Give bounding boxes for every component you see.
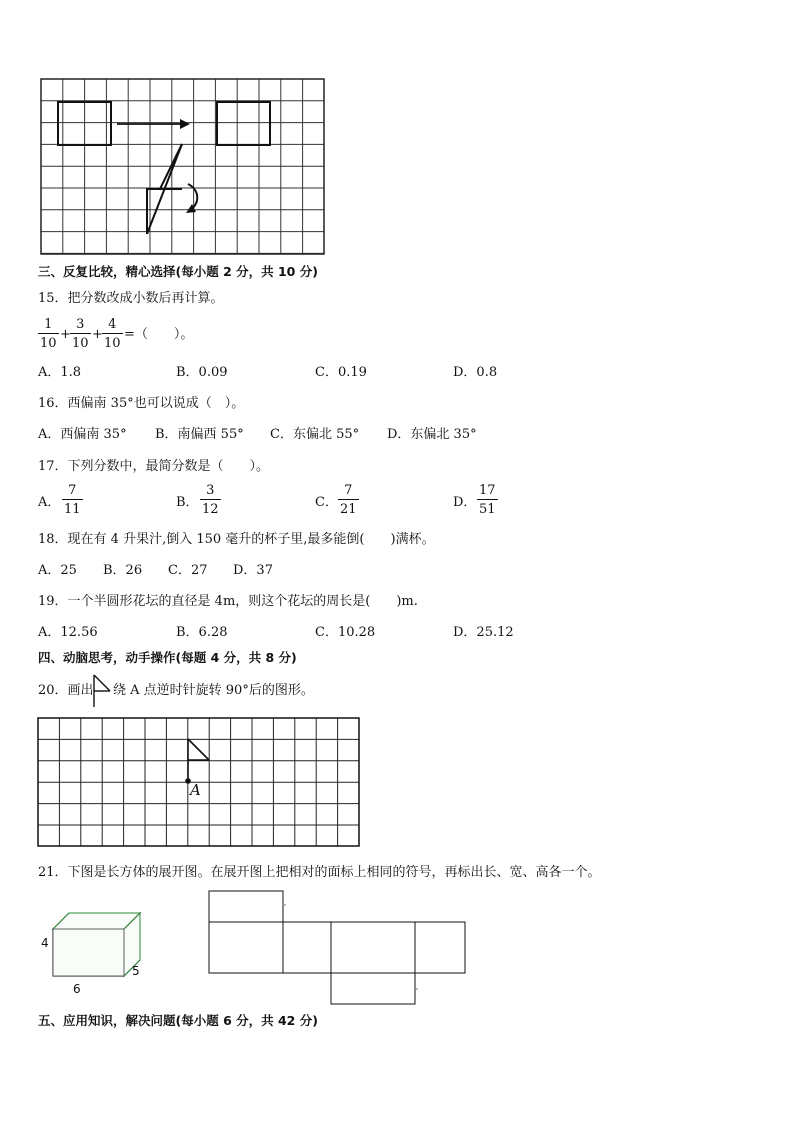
net-face-3 [331, 922, 415, 973]
q15-stem: 15．把分数改成小数后再计算。 [38, 291, 224, 306]
plus-sign: + [92, 327, 103, 342]
q19-option-a[interactable]: A．12.56 [38, 625, 98, 640]
q16-option-d[interactable]: D．东偏北 35° [387, 427, 477, 442]
q19-option-b[interactable]: B．6.28 [176, 625, 228, 640]
q15-fraction-3: $\frac{4}{10}$ [104, 317, 121, 351]
plus-sign: + [60, 327, 71, 342]
section4-heading: 四、动脑思考，动手操作(每题 4 分，共 8 分) [38, 650, 297, 665]
section5-heading: 五、应用知识，解决问题(每小题 6 分，共 42 分) [38, 1013, 318, 1028]
q15-option-d[interactable]: D．0.8 [453, 365, 498, 380]
net-face-bottom [331, 973, 415, 1004]
q17-option-d-letter[interactable]: D． [453, 495, 477, 510]
q16-stem: 16．西偏南 35°也可以说成（ ）。 [38, 396, 245, 411]
net-face-1 [209, 922, 283, 973]
q16-option-b[interactable]: B．南偏西 55° [155, 427, 244, 442]
section3-heading: 三、反复比较，精心选择(每小题 2 分，共 10 分) [38, 264, 318, 279]
q15-option-b[interactable]: B．0.09 [176, 365, 228, 380]
q17-option-c-letter[interactable]: C． [315, 495, 338, 510]
q18-option-c[interactable]: C．27 [168, 563, 208, 578]
q17-option-c-fraction[interactable]: $\frac{7}{21}$ [340, 483, 357, 517]
q17-option-a-letter[interactable]: A． [38, 495, 61, 510]
flag-hypotenuse [188, 739, 209, 760]
q19-option-c[interactable]: C．10.28 [315, 625, 376, 640]
q20-stem-after: 绕 A 点逆时针旋转 90°后的图形。 [113, 683, 314, 698]
q15-fraction-1: $\frac{1}{10}$ [40, 317, 57, 351]
q21-stem: 21．下图是长方体的展开图。在展开图上把相对的面标上相同的符号，再标出长、宽、高各一个。 [38, 865, 601, 880]
q17-stem: 17．下列分数中，最简分数是（ ）。 [38, 459, 270, 474]
q20-stem-before: 20．画出 [38, 683, 94, 698]
cuboid-net [206, 889, 468, 1007]
q18-option-d[interactable]: D．37 [233, 563, 273, 578]
net-face-4 [415, 922, 465, 973]
net-face-top [209, 891, 283, 922]
q19-stem: 19．一个半圆形花坛的直径是 4m，则这个花坛的周长是( )m. [38, 594, 418, 609]
q16-option-c[interactable]: C．东偏北 55° [270, 427, 360, 442]
q17-option-b-letter[interactable]: B． [176, 495, 199, 510]
q19-option-d[interactable]: D．25.12 [453, 625, 514, 640]
q15-fraction-2: $\frac{3}{10}$ [72, 317, 89, 351]
q17-option-b-fraction[interactable]: $\frac{3}{12}$ [202, 483, 219, 517]
q15-option-a[interactable]: A．1.8 [38, 365, 82, 380]
q15-answer-blank: =（ ）。 [124, 327, 194, 342]
translation-arrow-head [180, 119, 190, 129]
cuboid-figure [50, 910, 144, 980]
q18-option-a[interactable]: A．25 [38, 563, 77, 578]
q17-option-d-fraction[interactable]: $\frac{17}{51}$ [479, 483, 496, 517]
cuboid-width-label: 5 [132, 964, 140, 978]
cuboid-height-label: 4 [41, 936, 49, 950]
transform-grid-figure [40, 78, 326, 256]
translated-square [217, 102, 270, 145]
net-face-2 [283, 922, 331, 973]
q17-option-a-fraction[interactable]: $\frac{7}{11}$ [64, 483, 81, 517]
cuboid-length-label: 6 [73, 982, 81, 996]
flag-figure-icon [90, 674, 114, 708]
q18-stem: 18．现在有 4 升果汁,倒入 150 毫升的杯子里,最多能倒( )满杯。 [38, 532, 435, 547]
q15-option-c[interactable]: C．0.19 [315, 365, 367, 380]
q16-option-a[interactable]: A．西偏南 35° [38, 427, 127, 442]
q18-option-b[interactable]: B．26 [103, 563, 143, 578]
point-a-label: A [190, 781, 201, 799]
